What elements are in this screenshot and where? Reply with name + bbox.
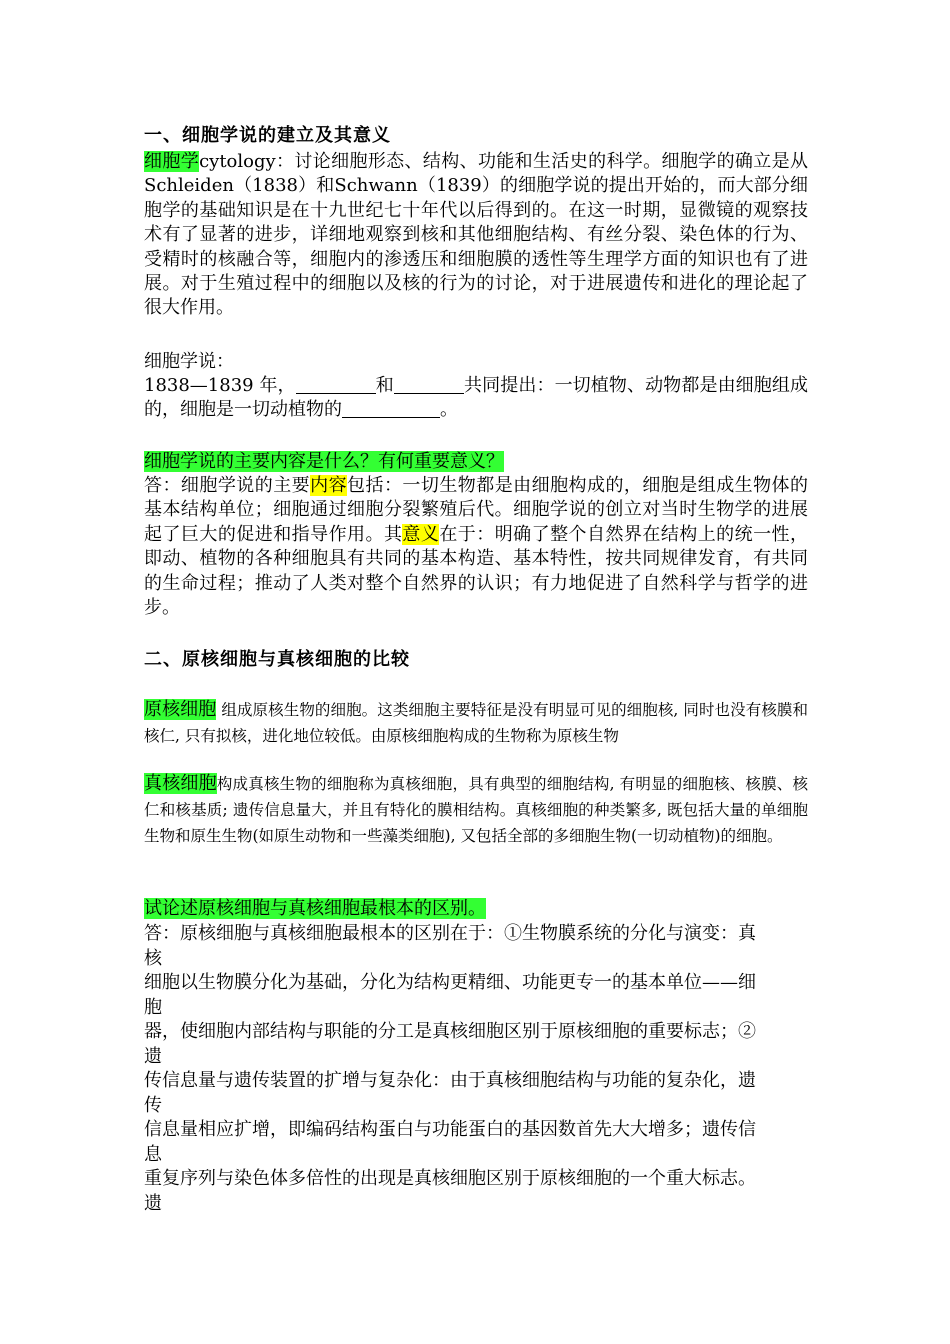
highlight-significance: 意义 (402, 523, 440, 545)
answer-1-text-a: 答：细胞学说的主要 (144, 475, 311, 496)
answer-2-line: 重复序列与染色体多倍性的出现是真核细胞区别于原核细胞的一个重大标志。 (144, 1168, 756, 1189)
term-highlight-eukaryote: 真核细胞 (144, 773, 217, 794)
answer-2-line: 答：原核细胞与真核细胞最根本的区别在于：①生物膜系统的分化与演变：真 (144, 923, 756, 944)
answer-2-line: 胞 (144, 996, 162, 1018)
answer-2-line: 息 (144, 1143, 162, 1165)
blank-1[interactable] (296, 375, 376, 394)
blank-2[interactable] (394, 375, 464, 394)
answer-1-text-c: 在于：明确了整个自然界在结构上的统一性，即动、植物的各种细胞具有共同的基本构造、基本特性，按共同规律发育，有共同的生命过程；推动了人类对整个自然界的认识；有力地促进了自然科学与哲学的进步。 (144, 523, 809, 619)
fill-text-4: 。 (440, 399, 458, 421)
answer-1 (144, 474, 808, 620)
fill-in-blank-question (144, 374, 808, 423)
section1-heading: 一、细胞学说的建立及其意义 (144, 125, 391, 146)
term-highlight-prokaryote: 原核细胞 (144, 699, 217, 720)
prokaryote-definition (144, 697, 808, 749)
answer-2-line: 传 (144, 1094, 162, 1116)
answer-2-line: 遗 (144, 1045, 162, 1067)
term-highlight-cytology: 细胞学 (144, 151, 200, 172)
answer-2 (144, 922, 808, 1216)
cytology-definition-text: cytology：讨论细胞形态、结构、功能和生活史的科学。细胞学的确立是从Schleiden（1838）和Schwann（1839）的细胞学说的提出开始的，而大部分细胞学的基础知识是在十九世纪七十年代以后得到的。在这一时期，显微镜的观察技术有了显著的进步，详细地观察到核和其他细胞结构、有丝分裂、染色体的行为、受精时的核融合等，细胞内的渗透压和细胞膜的透性等生理学方面的知识也有了进展。对于生殖过程中的细胞以及核的行为的讨论，对于进展遗传和进化的理论起了很大作用。 (144, 151, 809, 319)
question-2-highlight: 试论述原核细胞与真核细胞最根本的区别。 (144, 898, 486, 919)
answer-2-line: 遗 (144, 1192, 162, 1214)
eukaryote-definition-text: 构成真核生物的细胞称为真核细胞，具有典型的细胞结构, 有明显的细胞核、核膜、核仁和核基质; 遗传信息量大，并且有特化的膜相结构。真核细胞的种类繁多, 既包括大量的单细胞生物和原生生物(如原生动物和一些藻类细胞), 又包括全部的多细胞生物(一切动植物)的细胞。 (144, 775, 808, 845)
eukaryote-definition (144, 771, 808, 849)
fill-text-1: 1838—1839 年， (144, 375, 296, 396)
question-2 (144, 897, 808, 922)
answer-2-line: 核 (144, 947, 162, 969)
question-1-highlight: 细胞学说的主要内容是什么？有何重要意义？ (144, 451, 504, 472)
section2-heading: 二、原核细胞与真核细胞的比较 (144, 649, 410, 670)
highlight-content: 内容 (310, 475, 348, 496)
answer-2-line: 细胞以生物膜分化为基础，分化为结构更精细、功能更专一的基本单位——细 (144, 972, 756, 993)
prokaryote-definition-text: 组成原核生物的细胞。这类细胞主要特征是没有明显可见的细胞核, 同时也没有核膜和核仁, 只有拟核，进化地位较低。由原核细胞构成的生物称为原核生物 (144, 701, 808, 745)
fill-text-3: 共同提出：一切植物、动物都是由细胞组成的，细胞是一切动植物的 (144, 375, 809, 421)
blank-3[interactable] (342, 399, 440, 418)
answer-2-line: 传信息量与遗传装置的扩增与复杂化：由于真核细胞结构与功能的复杂化，遗 (144, 1070, 756, 1091)
answer-2-line: 信息量相应扩增，即编码结构蛋白与功能蛋白的基因数首先大大增多；遗传信 (144, 1119, 756, 1140)
question-1 (144, 450, 808, 475)
answer-1-text-b: 包括：一切生物都是由细胞构成的，细胞是组成生物体的基本结构单位；细胞通过细胞分裂繁殖后代。细胞学说的创立对当时生物学的进展起了巨大的促进和指导作用。其 (144, 475, 809, 545)
cell-theory-label: 细胞学说： (144, 351, 234, 372)
answer-2-line: 器，使细胞内部结构与职能的分工是真核细胞区别于原核细胞的重要标志；② (144, 1021, 756, 1042)
fill-text-2: 和 (375, 375, 394, 396)
cytology-definition (144, 150, 808, 321)
